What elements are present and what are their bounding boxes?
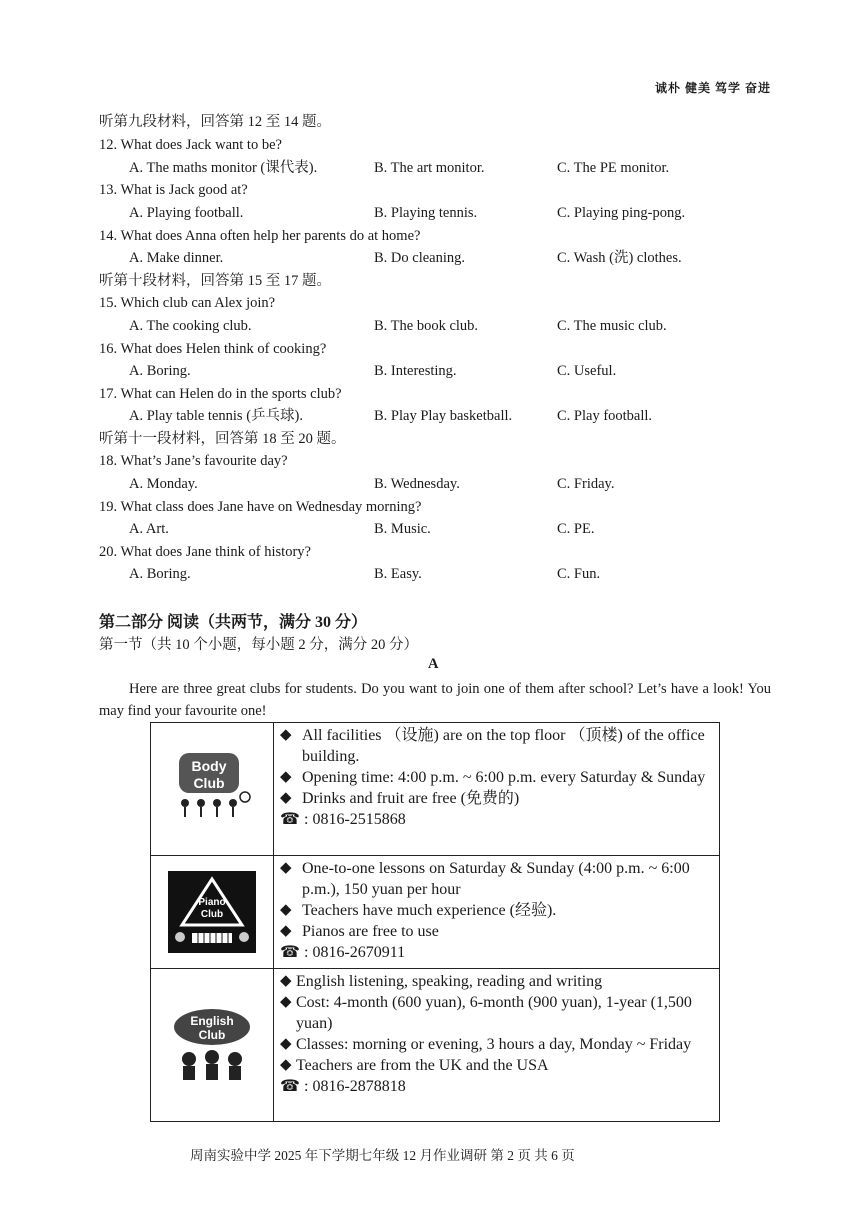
option-a: A. The cooking club.	[129, 318, 252, 334]
page-footer: 周南实验中学 2025 年下学期七年级 12 月作业调研 第 2 页 共 6 页	[190, 1148, 575, 1163]
phone-icon: ☎	[280, 1078, 300, 1095]
option-c: C. Useful.	[557, 363, 617, 379]
option-a: A. Play table tennis (乒乓球).	[129, 408, 303, 424]
option-b: B. The art monitor.	[374, 160, 485, 176]
bullet-text: Classes: morning or evening, 3 hours a day, Monday ~ Friday	[296, 1036, 692, 1053]
bullet-text: Cost: 4-month (600 yuan), 6-month (900 yuan), 1-year (1,500 yuan)	[296, 994, 692, 1032]
option-c: C. Playing ping-pong.	[557, 205, 686, 221]
piano-club-logo-icon	[168, 871, 256, 953]
bullet-text: Drinks and fruit are free (免费的)	[302, 790, 520, 807]
diamond-icon: ◆	[280, 1057, 292, 1073]
option-c: C. Play football.	[557, 408, 653, 424]
option-a: A. The maths monitor (课代表).	[129, 160, 318, 176]
logo-text-2: Club	[200, 909, 224, 920]
option-a: A. Make dinner.	[129, 250, 224, 266]
list-item	[280, 1055, 715, 1076]
option-b: B. Wednesday.	[374, 476, 460, 492]
diamond-icon: ◆	[280, 902, 292, 918]
piano-club-logo	[151, 856, 274, 969]
question-16: 16. What does Helen think of cooking?	[99, 341, 327, 357]
bullet-text: Opening time: 4:00 p.m. ~ 6:00 p.m. every Saturday & Sunday	[302, 769, 706, 786]
list-item	[280, 1034, 715, 1055]
question-17: 17. What can Helen do in the sports club?	[99, 386, 342, 402]
diamond-icon: ◆	[280, 790, 292, 806]
phone-line	[280, 809, 715, 830]
bullet-text: One-to-one lessons on Saturday & Sunday (4:00 p.m. ~ 6:00 p.m.), 150 yuan per hour	[302, 860, 690, 898]
list-item	[280, 971, 715, 992]
question-12: 12. What does Jack want to be?	[99, 137, 282, 153]
phone-line	[280, 942, 715, 963]
option-a: A. Boring.	[129, 566, 191, 582]
phone-icon: ☎	[280, 811, 300, 828]
diamond-icon: ◆	[280, 769, 292, 785]
question-14: 14. What does Anna often help her parents do at home?	[99, 228, 421, 244]
clubs-table	[150, 722, 720, 1122]
body-club-info	[274, 723, 720, 856]
logo-text-1: Body	[191, 758, 227, 774]
section-subtitle: 第一节（共 10 个小题，每小题 2 分，满分 20 分）	[99, 637, 418, 653]
body-club-logo	[151, 723, 274, 856]
table-row	[151, 723, 720, 856]
bullet-text: Teachers are from the UK and the USA	[296, 1057, 549, 1074]
option-b: B. Easy.	[374, 566, 422, 582]
bullet-text: English listening, speaking, reading and writing	[296, 973, 603, 990]
list-item	[280, 858, 715, 900]
school-motto: 诚朴 健美 笃学 奋进	[654, 81, 771, 95]
list-item	[280, 725, 715, 767]
english-club-info	[274, 969, 720, 1122]
english-club-logo	[151, 969, 274, 1122]
option-c: C. Fun.	[557, 566, 601, 582]
list-item	[280, 788, 715, 809]
body-club-logo-icon	[167, 749, 257, 829]
phone-number: : 0816-2878818	[304, 1078, 406, 1095]
logo-text-2: Club	[193, 775, 225, 791]
option-c: C. Wash (洗) clothes.	[557, 250, 682, 266]
bullet-text: Pianos are free to use	[302, 923, 439, 940]
list-item	[280, 992, 715, 1034]
diamond-icon: ◆	[280, 923, 292, 939]
list-item	[280, 767, 715, 788]
phone-icon: ☎	[280, 944, 300, 961]
question-19: 19. What class does Jane have on Wednesday morning?	[99, 499, 422, 515]
table-row	[151, 969, 720, 1122]
option-c: C. The PE monitor.	[557, 160, 670, 176]
bullet-text: Teachers have much experience (经验).	[302, 902, 557, 919]
option-a: A. Playing football.	[129, 205, 244, 221]
option-b: B. The book club.	[374, 318, 479, 334]
group-header: 听第九段材料，回答第 12 至 14 题。	[99, 114, 331, 130]
phone-number: : 0816-2515868	[304, 811, 406, 828]
list-item	[280, 900, 715, 921]
option-b: B. Music.	[374, 521, 431, 537]
logo-text-2: Club	[198, 1028, 226, 1042]
question-20: 20. What does Jane think of history?	[99, 544, 311, 560]
diamond-icon: ◆	[280, 994, 292, 1010]
option-a: A. Monday.	[129, 476, 198, 492]
passage-letter: A	[428, 656, 439, 672]
option-b: B. Play Play basketball.	[374, 408, 513, 424]
section-title: 第二部分 阅读（共两节，满分 30 分）	[99, 614, 368, 631]
option-b: B. Do cleaning.	[374, 250, 466, 266]
logo-text-1: English	[190, 1014, 234, 1028]
logo-text-1: Piano	[198, 897, 226, 908]
table-row	[151, 856, 720, 969]
piano-club-info	[274, 856, 720, 969]
diamond-icon: ◆	[280, 860, 292, 876]
bullet-text: All facilities （设施) are on the top floor （顶楼) of the office building.	[302, 727, 705, 765]
option-c: C. The music club.	[557, 318, 667, 334]
group-header: 听第十段材料，回答第 15 至 17 题。	[99, 273, 331, 289]
option-a: A. Boring.	[129, 363, 191, 379]
diamond-icon: ◆	[280, 1036, 292, 1052]
option-a: A. Art.	[129, 521, 169, 537]
phone-line	[280, 1076, 715, 1097]
option-c: C. PE.	[557, 521, 595, 537]
diamond-icon: ◆	[280, 727, 292, 743]
option-c: C. Friday.	[557, 476, 615, 492]
english-club-logo-icon	[167, 1005, 257, 1085]
question-18: 18. What’s Jane’s favourite day?	[99, 453, 288, 469]
question-15: 15. Which club can Alex join?	[99, 295, 276, 311]
phone-number: : 0816-2670911	[304, 944, 406, 961]
option-b: B. Playing tennis.	[374, 205, 478, 221]
group-header: 听第十一段材料，回答第 18 至 20 题。	[99, 431, 346, 447]
option-b: B. Interesting.	[374, 363, 457, 379]
diamond-icon: ◆	[280, 973, 292, 989]
list-item	[280, 921, 715, 942]
passage-intro: Here are three great clubs for students. Do you want to join one of them after school? Let’s have a look! You may find your favourite one!	[99, 681, 771, 719]
question-13: 13. What is Jack good at?	[99, 182, 248, 198]
